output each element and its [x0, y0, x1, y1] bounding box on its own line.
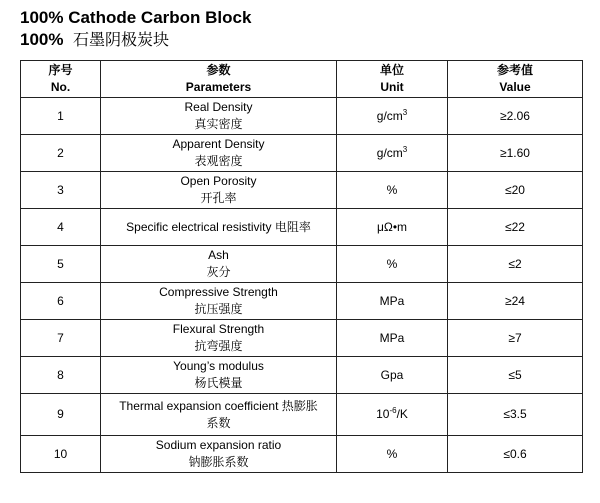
reference-value: ≤5	[508, 367, 522, 382]
parameter-en: Real Density	[184, 100, 253, 114]
row-number: 1	[57, 108, 64, 123]
header-unit-cn: 单位	[379, 63, 404, 77]
table-row	[21, 246, 583, 283]
cell-unit	[337, 135, 448, 172]
table-row	[21, 172, 583, 209]
header-param-cn: 参数	[206, 63, 231, 77]
cell-no	[21, 172, 101, 209]
cell-no	[21, 320, 101, 357]
reference-value: ≤22	[505, 219, 525, 234]
cell-unit	[337, 246, 448, 283]
document-title-cn	[20, 30, 169, 50]
reference-value: ≤20	[505, 182, 525, 197]
row-number: 9	[57, 407, 64, 421]
unit-base: %	[386, 256, 398, 271]
header-value	[448, 61, 583, 98]
row-number: 2	[57, 145, 64, 160]
cell-unit	[337, 320, 448, 357]
row-number: 3	[57, 182, 64, 197]
header-param-en: Parameters	[185, 80, 252, 94]
cell-unit	[337, 436, 448, 473]
cell-parameter	[101, 98, 337, 135]
parameter-en: Thermal expansion coefficient 热膨胀	[119, 398, 318, 413]
unit-base: 10	[376, 407, 390, 421]
cell-parameter	[101, 320, 337, 357]
header-value-cn: 参考值	[496, 63, 533, 77]
title-cn-text: 石墨阴极炭块	[72, 30, 169, 49]
row-number: 4	[57, 219, 64, 234]
table-row	[21, 135, 583, 172]
parameter-cn: 表观密度	[194, 154, 243, 168]
cell-parameter	[101, 283, 337, 320]
cell-value	[448, 135, 583, 172]
cell-parameter	[101, 246, 337, 283]
parameter-cn: 抗弯强度	[194, 339, 243, 353]
parameter-cn: 灰分	[206, 265, 231, 279]
unit-base: μΩ•m	[376, 219, 408, 234]
unit-superscript: 3	[402, 107, 408, 117]
parameter-cn: 杨氏模量	[194, 376, 243, 390]
parameter-cn: 开孔率	[200, 191, 237, 205]
parameter-cn: 钠膨胀系数	[188, 455, 249, 469]
cell-no	[21, 283, 101, 320]
reference-value: ≥1.60	[500, 145, 530, 160]
cell-value	[448, 98, 583, 135]
reference-value: ≥24	[505, 293, 525, 308]
cell-no	[21, 98, 101, 135]
unit-superscript: 3	[402, 144, 408, 154]
table-row	[21, 98, 583, 135]
parameter-en: Compressive Strength	[159, 285, 278, 299]
row-number: 5	[57, 256, 64, 271]
cell-unit	[337, 357, 448, 394]
unit-base: Gpa	[380, 367, 404, 382]
cell-value	[448, 357, 583, 394]
reference-value: ≤3.5	[503, 407, 527, 421]
title-cn-prefix: 100%	[20, 30, 64, 49]
header-unit	[337, 61, 448, 98]
header-no-cn: 序号	[48, 63, 73, 77]
cell-parameter	[101, 172, 337, 209]
table-row	[21, 436, 583, 473]
unit-superscript: -6	[389, 406, 397, 415]
table-row	[21, 357, 583, 394]
cell-parameter	[101, 357, 337, 394]
cell-no	[21, 357, 101, 394]
table-row	[21, 283, 583, 320]
unit-tail: /K	[396, 407, 408, 421]
cell-parameter	[101, 394, 337, 436]
cell-no	[21, 394, 101, 436]
cell-unit	[337, 98, 448, 135]
cell-unit	[337, 172, 448, 209]
table-row	[21, 209, 583, 246]
cell-value	[448, 436, 583, 473]
row-number: 7	[57, 330, 64, 345]
header-value-en: Value	[499, 80, 531, 94]
row-number: 10	[53, 446, 68, 461]
header-no-en: No.	[50, 80, 71, 94]
cell-value	[448, 172, 583, 209]
unit-base: MPa	[379, 293, 405, 308]
cell-no	[21, 209, 101, 246]
cell-parameter	[101, 436, 337, 473]
cell-value	[448, 283, 583, 320]
cell-parameter	[101, 135, 337, 172]
cell-value	[448, 246, 583, 283]
reference-value: ≤2	[508, 256, 522, 271]
reference-value: ≥7	[508, 330, 522, 345]
table-body	[21, 98, 583, 473]
unit-base: MPa	[379, 330, 405, 345]
unit-base: %	[386, 446, 398, 461]
header-unit-en: Unit	[380, 80, 404, 94]
table-row	[21, 320, 583, 357]
reference-value: ≤0.6	[503, 446, 527, 461]
table-row	[21, 394, 583, 436]
cell-parameter	[101, 209, 337, 246]
cell-value	[448, 394, 583, 436]
table-header-row	[21, 61, 583, 98]
parameter-en: Flexural Strength	[172, 322, 265, 336]
header-parameters	[101, 61, 337, 98]
parameter-en: Ash	[208, 248, 229, 262]
reference-value: ≥2.06	[500, 108, 530, 123]
parameter-en: Specific electrical resistivity 电阻率	[126, 219, 311, 234]
cell-no	[21, 436, 101, 473]
parameter-cn: 抗压强度	[194, 302, 243, 316]
cell-value	[448, 320, 583, 357]
header-no	[21, 61, 101, 98]
unit-base: g/cm	[376, 108, 403, 123]
row-number: 8	[57, 367, 64, 382]
cell-no	[21, 246, 101, 283]
unit-base: %	[386, 182, 398, 197]
cell-unit	[337, 209, 448, 246]
row-number: 6	[57, 293, 64, 308]
cell-no	[21, 135, 101, 172]
unit-base: g/cm	[376, 145, 403, 160]
parameter-en: Apparent Density	[172, 137, 265, 151]
parameter-cn: 真实密度	[194, 117, 243, 131]
parameter-en: Young’s modulus	[173, 359, 264, 373]
cell-unit	[337, 394, 448, 436]
document-title-en: 100% Cathode Carbon Block	[20, 8, 252, 27]
spec-table	[20, 60, 583, 473]
parameter-en: Open Porosity	[180, 174, 257, 188]
cell-unit	[337, 283, 448, 320]
cell-value	[448, 209, 583, 246]
parameter-en: Sodium expansion ratio	[155, 438, 282, 452]
parameter-cn: 系数	[206, 415, 231, 430]
